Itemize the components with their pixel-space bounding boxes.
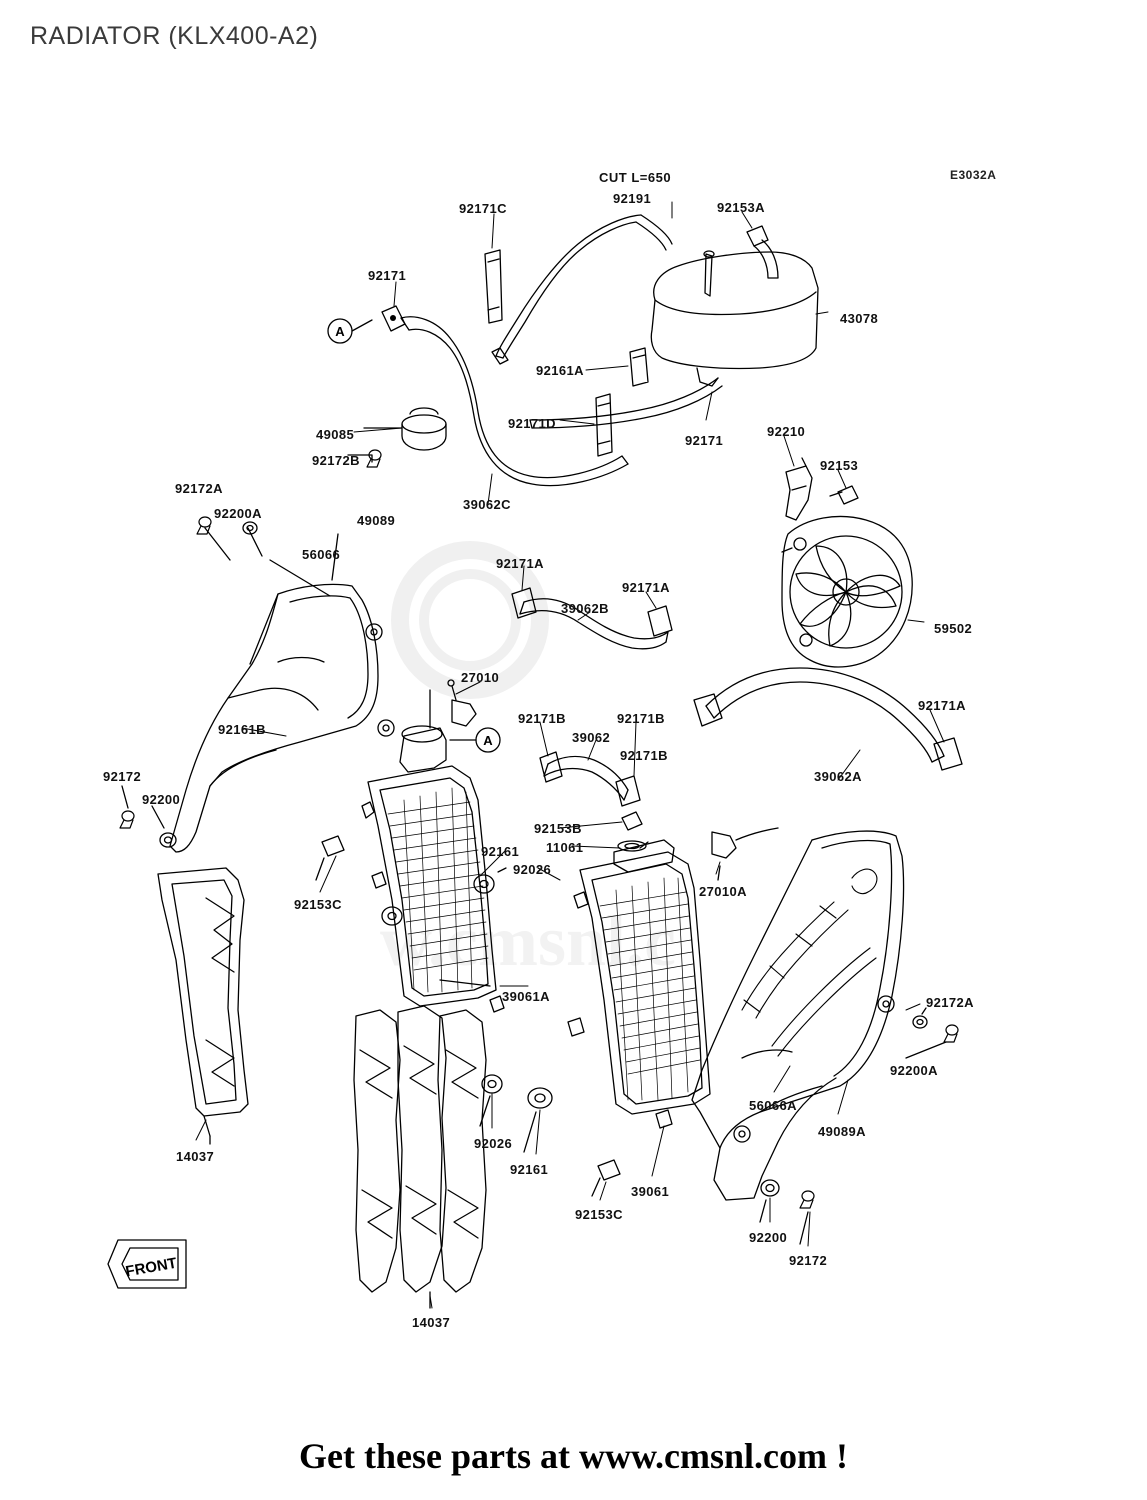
part-callout[interactable]: 92200A [890,1063,938,1078]
part-callout[interactable]: 92153C [294,897,342,912]
part-callout[interactable]: 92026 [474,1136,513,1151]
part-callout[interactable]: 92200 [142,792,181,807]
part-callout[interactable]: 92172 [789,1253,828,1268]
part-callout[interactable]: 92210 [767,424,806,439]
part-callout[interactable]: 39062 [572,730,611,745]
part-callout[interactable]: 92172A [175,481,223,496]
part-callout[interactable]: 49089A [818,1124,866,1139]
part-callout[interactable]: 92200A [214,506,262,521]
part-callout[interactable]: 27010 [461,670,500,685]
part-callout[interactable]: 49085 [316,427,355,442]
part-callout[interactable]: 92161 [510,1162,549,1177]
part-callout[interactable]: 39062C [463,497,511,512]
part-callout[interactable]: 92200 [749,1230,788,1245]
part-callout[interactable]: 92191 [613,191,652,206]
part-callout[interactable]: 92153A [717,200,765,215]
part-callout[interactable]: 11061 [546,840,584,855]
part-callout[interactable]: 92171 [368,268,407,283]
part-callout[interactable]: 43078 [840,311,879,326]
part-callout[interactable]: 14037 [412,1315,451,1330]
part-callout[interactable]: 92171 [685,433,724,448]
part-callout[interactable]: 14037 [176,1149,215,1164]
svg-text:FRONT: FRONT [124,1254,179,1281]
watermark-text: w.cmsnl.c [380,901,676,981]
part-callout[interactable]: 92171D [508,416,556,431]
cut-length-note: CUT L=650 [599,170,672,185]
diagram-code: E3032A [950,168,997,182]
part-callout[interactable]: 92153B [534,821,582,836]
part-callout[interactable]: 92171B [617,711,665,726]
part-callout[interactable]: 92171A [918,698,966,713]
part-callout[interactable]: 92161B [218,722,266,737]
part-callout[interactable]: 92171A [496,556,544,571]
part-callout[interactable]: 92161 [481,844,520,859]
part-callout[interactable]: 92171A [622,580,670,595]
part-callout[interactable]: 49089 [357,513,396,528]
part-callout[interactable]: 39061 [631,1184,670,1199]
page-title: RADIATOR (KLX400-A2) [30,22,319,50]
part-callout[interactable]: 92171B [518,711,566,726]
footer-text: Get these parts at www.cmsnl.com ! [299,1436,848,1476]
part-callout[interactable]: 92172 [103,769,142,784]
svg-text:A: A [335,324,345,339]
part-callout[interactable]: 92171C [459,201,507,216]
part-callout[interactable]: 92172A [926,995,974,1010]
part-callout[interactable]: 56066 [302,547,341,562]
part-callout[interactable]: 92172B [312,453,360,468]
part-callout[interactable]: 92171B [620,748,668,763]
part-callout[interactable]: 92153 [820,458,859,473]
part-callout[interactable]: 39061A [502,989,550,1004]
part-callout[interactable]: 27010A [699,884,747,899]
part-callout[interactable]: 39062A [814,769,862,784]
part-callout[interactable]: 39062B [561,601,609,616]
part-callout[interactable]: 92026 [513,862,552,877]
part-callout[interactable]: 92153C [575,1207,623,1222]
part-callout[interactable]: 59502 [934,621,973,636]
part-callout[interactable]: 56066A [749,1098,797,1113]
svg-text:A: A [483,733,493,748]
part-callout[interactable]: 92161A [536,363,584,378]
